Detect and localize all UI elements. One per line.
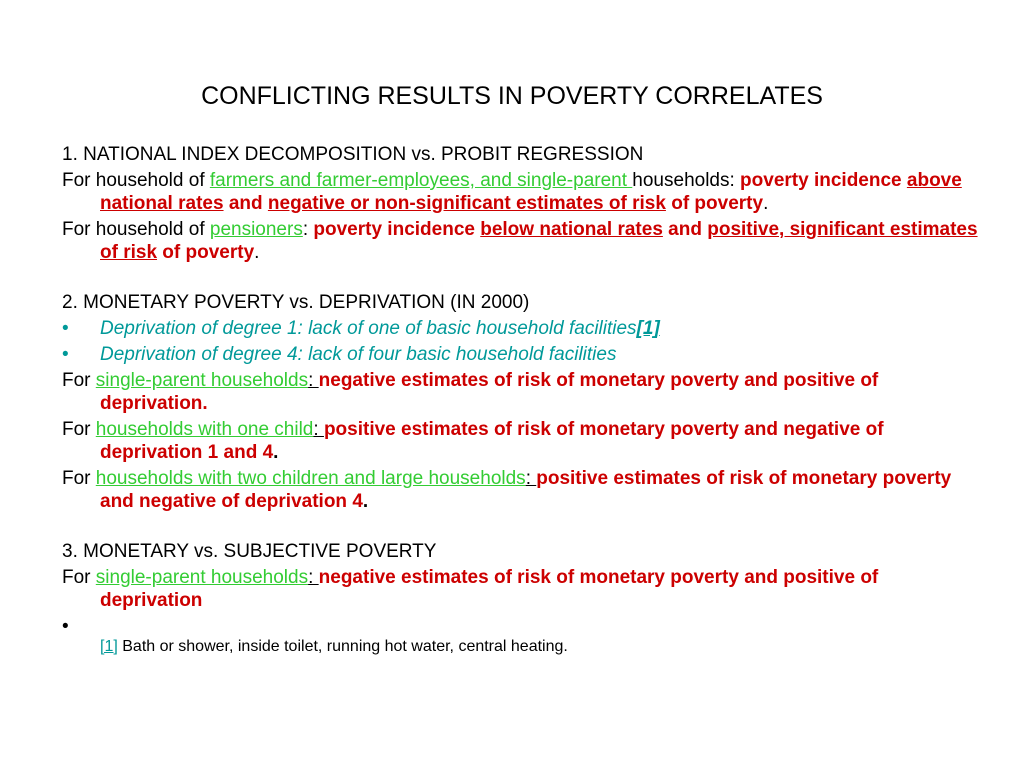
bullet-icon: • <box>62 318 69 339</box>
bullet-item-deprivation-4 <box>62 343 982 366</box>
farmers-link[interactable]: farmers and farmer-employees, and single-parent <box>209 170 633 191</box>
emphasis-underlined: positive, significant estimates of risk <box>100 219 978 263</box>
text: For <box>62 468 96 489</box>
one-child-link[interactable]: households with one child <box>95 419 314 440</box>
text: . <box>362 491 369 512</box>
emphasis-text: positive estimates of risk of monetary poverty and negative of deprivation 4 <box>100 468 952 512</box>
slide-title: CONFLICTING RESULTS IN POVERTY CORRELATES <box>201 82 823 110</box>
footnote-text: Bath or shower, inside toilet, running hot water, central heating. <box>117 638 568 655</box>
single-parent-link[interactable]: single-parent households <box>95 567 309 588</box>
bullet-text: Deprivation of degree 1: lack of one of basic household facilities <box>100 318 637 339</box>
section1-paragraph-2 <box>62 218 982 264</box>
text: For <box>62 419 96 440</box>
section2-paragraph-1 <box>62 369 982 415</box>
footnote <box>100 637 982 657</box>
text: : <box>308 567 319 588</box>
two-children-link[interactable]: households with two children and large households <box>95 468 526 489</box>
text: : <box>525 468 537 489</box>
text: . <box>273 442 279 463</box>
emphasis-text: of poverty <box>157 242 255 263</box>
section1-paragraph-1 <box>62 169 982 215</box>
footnote-ref-link[interactable]: [1] <box>636 318 660 339</box>
emphasis-text: of poverty <box>665 193 764 214</box>
spacer <box>62 267 982 291</box>
section2-paragraph-3 <box>62 467 982 513</box>
text: : <box>308 370 319 391</box>
spacer <box>62 516 982 540</box>
bullet-icon: • <box>62 616 69 637</box>
text: For <box>62 370 96 391</box>
emphasis-text: poverty incidence <box>313 219 481 240</box>
section3-heading: 3. MONETARY vs. SUBJECTIVE POVERTY <box>62 541 437 562</box>
section3-paragraph-1 <box>62 566 982 612</box>
text: . <box>763 193 769 214</box>
text: For household of <box>62 219 210 240</box>
section1-heading: 1. NATIONAL INDEX DECOMPOSITION vs. PROBIT REGRESSION <box>62 144 644 165</box>
section2-heading: 2. MONETARY POVERTY vs. DEPRIVATION (IN 2000) <box>62 292 530 313</box>
bullet-text: Deprivation of degree 4: lack of four basic household facilities <box>100 344 617 365</box>
bullet-icon: • <box>62 344 69 365</box>
empty-bullet-item <box>62 615 982 637</box>
text: For <box>62 567 96 588</box>
emphasis-underlined: negative or non-significant estimates of risk <box>267 193 666 214</box>
footnote-ref-link[interactable]: [1] <box>100 638 118 655</box>
emphasis-text: negative estimates of risk of monetary poverty and positive of deprivation. <box>100 370 879 414</box>
emphasis-text: and <box>662 219 708 240</box>
text: households: <box>632 170 741 191</box>
text: . <box>254 242 260 263</box>
section2-paragraph-2 <box>62 418 982 464</box>
emphasis-text: negative estimates of risk of monetary poverty and positive of deprivation <box>100 567 879 611</box>
emphasis-underlined: below national rates <box>480 219 663 240</box>
pensioners-link[interactable]: pensioners <box>209 219 303 240</box>
bullet-item-deprivation-1 <box>62 317 982 340</box>
text: : <box>302 219 314 240</box>
slide-content <box>62 143 982 657</box>
emphasis-underlined: above national rates <box>100 170 962 214</box>
text: : <box>313 419 324 440</box>
single-parent-link[interactable]: single-parent households <box>95 370 309 391</box>
emphasis-text: poverty incidence <box>740 170 907 191</box>
emphasis-text: and <box>223 193 268 214</box>
text: For household of <box>62 170 210 191</box>
emphasis-text: positive estimates of risk of monetary poverty and negative of deprivation 1 and 4 <box>100 419 884 463</box>
